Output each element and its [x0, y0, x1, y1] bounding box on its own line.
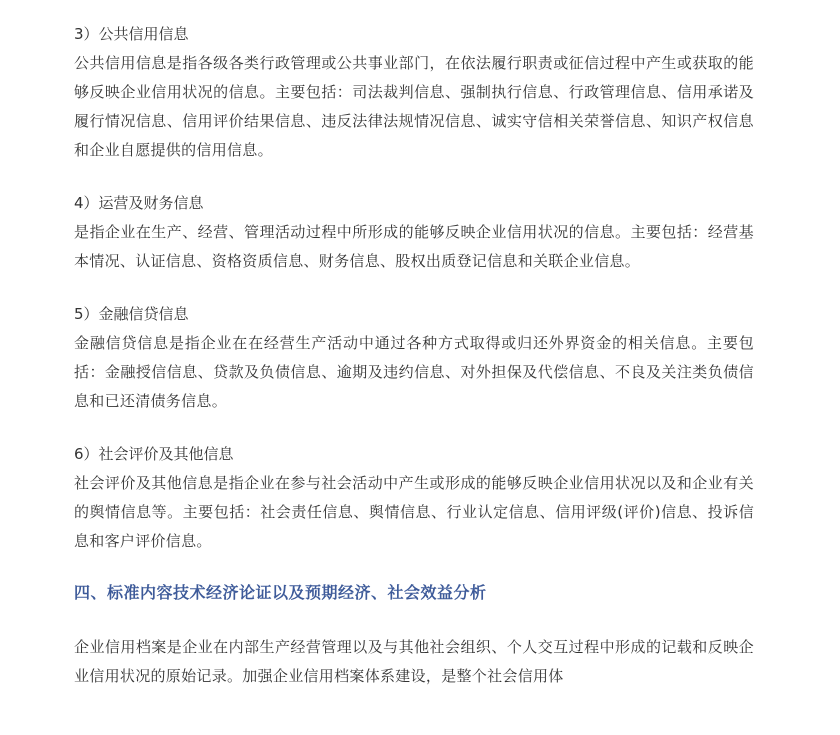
section-title: 6）社会评价及其他信息	[74, 445, 234, 463]
section-title: 5）金融信贷信息	[74, 305, 189, 323]
section-title: 3）公共信用信息	[74, 25, 189, 43]
section-title: 4）运营及财务信息	[74, 194, 204, 212]
spacer	[74, 416, 754, 440]
section-body: 社会评价及其他信息是指企业在参与社会活动中产生或形成的能够反映企业信用状况以及和企业有关的舆情信息等。主要包括：社会责任信息、舆情信息、行业认定信息、信用评级(评价)信息、投诉信息和客户评价信息。	[74, 474, 754, 550]
section-financial-credit	[74, 300, 754, 416]
section-body: 公共信用信息是指各级各类行政管理或公共事业部门，在依法履行职责或征信过程中产生或获取的能够反映企业信用状况的信息。主要包括：司法裁判信息、强制执行信息、行政管理信息、信用承诺及履行情况信息、信用评价结果信息、违反法律法规情况信息、诚实守信相关荣誉信息、知识产权信息和企业自愿提供的信用信息。	[74, 54, 754, 159]
document-content	[74, 20, 754, 691]
section-operations-finance	[74, 189, 754, 276]
closing-paragraph: 企业信用档案是企业在内部生产经营管理以及与其他社会组织、个人交互过程中形成的记载和反映企业信用状况的原始记录。加强企业信用档案体系建设，是整个社会信用体	[74, 638, 754, 685]
section-body: 金融信贷信息是指企业在在经营生产活动中通过各种方式取得或归还外界资金的相关信息。主要包括：金融授信信息、贷款及负债信息、逾期及违约信息、对外担保及代偿信息、不良及关注类负债信息和已还清债务信息。	[74, 334, 754, 410]
spacer	[74, 276, 754, 300]
section-body: 是指企业在生产、经营、管理活动过程中所形成的能够反映企业信用状况的信息。主要包括：经营基本情况、认证信息、资格资质信息、财务信息、股权出质登记信息和关联企业信息。	[74, 223, 754, 270]
spacer	[74, 556, 754, 578]
section-social-evaluation	[74, 440, 754, 556]
section-public-credit	[74, 20, 754, 165]
chapter-heading: 四、标准内容技术经济论证以及预期经济、社会效益分析	[74, 583, 487, 602]
spacer	[74, 165, 754, 189]
spacer	[74, 607, 754, 633]
